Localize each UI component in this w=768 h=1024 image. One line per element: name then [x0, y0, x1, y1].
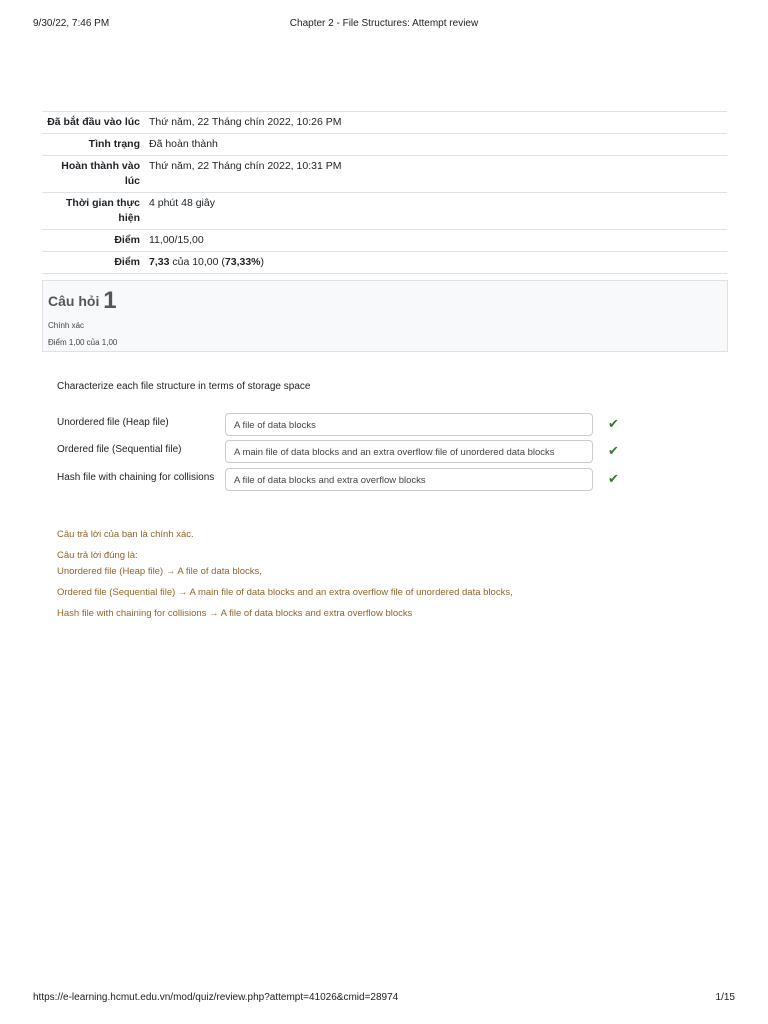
summary-label: Điểm [42, 252, 145, 274]
summary-row [42, 230, 727, 252]
match-label: Hash file with chaining for collisions [57, 472, 215, 483]
summary-row [42, 193, 727, 230]
question-title-prefix: Câu hỏi [48, 293, 100, 309]
grade-of-text: của 10,00 ( [169, 256, 225, 268]
attempt-summary-table [42, 111, 727, 274]
question-info-box [42, 280, 728, 352]
grade-close: ) [260, 256, 265, 268]
match-row [57, 440, 627, 466]
question-text: Characterize each file structure in terms of storage space [57, 381, 311, 392]
match-row [57, 468, 627, 494]
print-datetime: 9/30/22, 7:46 PM [33, 18, 110, 29]
summary-value: Thứ năm, 22 Tháng chín 2022, 10:26 PM [145, 112, 727, 134]
grade-value [145, 252, 727, 274]
question-title [48, 287, 722, 315]
summary-label: Thời gian thực hiện [42, 193, 145, 230]
summary-value: Thứ năm, 22 Tháng chín 2022, 10:31 PM [145, 156, 727, 193]
summary-value: 11,00/15,00 [145, 230, 727, 252]
question-number: 1 [103, 287, 117, 314]
feedback-answer-line: Ordered file (Sequential file) → A main file of data blocks and an extra overflow file of unordered data blocks, [57, 587, 513, 598]
summary-row-grade [42, 252, 727, 274]
summary-label: Tình trạng [42, 134, 145, 156]
match-label: Unordered file (Heap file) [57, 417, 169, 428]
match-label: Ordered file (Sequential file) [57, 444, 182, 455]
feedback-answer-line: Unordered file (Heap file) → A file of data blocks, [57, 566, 262, 577]
match-answer-select[interactable]: A main file of data blocks and an extra overflow file of unordered data blocks [225, 440, 593, 463]
match-answer-select[interactable]: A file of data blocks and extra overflow blocks [225, 468, 593, 491]
feedback-answer-line: Hash file with chaining for collisions → A file of data blocks and extra overflow blocks [57, 608, 413, 619]
match-answer-select[interactable]: A file of data blocks [225, 413, 593, 436]
question-grade: Điểm 1,00 của 1,00 [48, 338, 118, 347]
feedback-right-answer-intro: Câu trả lời đúng là: [57, 550, 138, 561]
grade-score: 7,33 [149, 256, 170, 268]
summary-label: Đã bắt đầu vào lúc [42, 112, 145, 134]
grade-percent: 73,33% [224, 256, 261, 268]
correct-check-icon: ✔ [608, 471, 619, 486]
summary-label: Hoàn thành vào lúc [42, 156, 145, 193]
summary-row [42, 134, 727, 156]
summary-value: 4 phút 48 giây [145, 193, 727, 230]
summary-row [42, 112, 727, 134]
summary-row [42, 156, 727, 193]
correct-check-icon: ✔ [608, 443, 619, 458]
page-number: 1/15 [715, 992, 735, 1003]
question-state: Chính xác [48, 321, 85, 330]
page-url: https://e-learning.hcmut.edu.vn/mod/quiz/review.php?attempt=41026&cmid=28974 [33, 992, 399, 1003]
summary-label: Điểm [42, 230, 145, 252]
summary-value: Đã hoàn thành [145, 134, 727, 156]
correct-check-icon: ✔ [608, 416, 619, 431]
match-row [57, 413, 627, 439]
feedback-correct-message: Câu trả lời của bạn là chính xác. [57, 529, 194, 540]
page-title: Chapter 2 - File Structures: Attempt review [289, 18, 479, 29]
